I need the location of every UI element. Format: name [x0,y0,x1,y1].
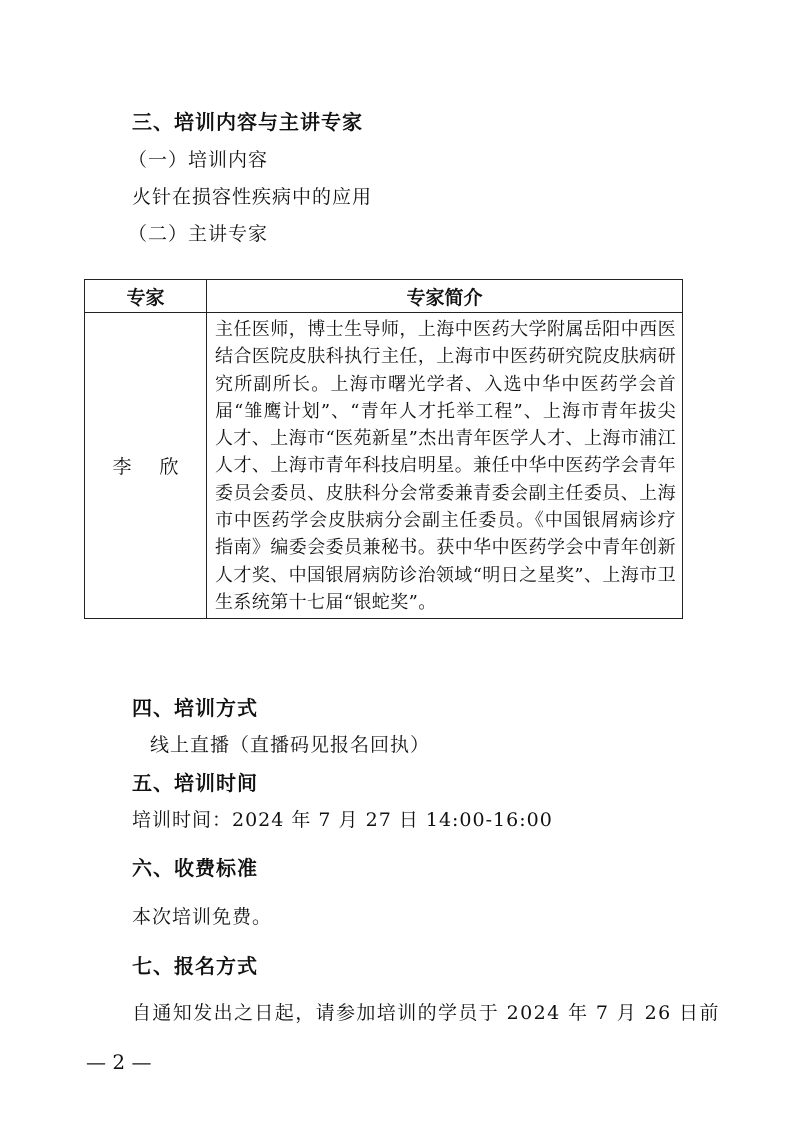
section-7-title: 七、报名方式 [132,954,258,978]
expert-table [84,279,683,619]
section-3-subheading-experts: （二）主讲专家 [128,223,269,245]
table-header-row [85,280,683,313]
section-3-subheading-content: （一）培训内容 [128,149,269,171]
registration-text: 自通知发出之日起，请参加培训的学员于 2024 年 7 月 26 日前 [132,1002,720,1024]
header-expert: 专家 [85,280,207,313]
section-6-title: 六、收费标准 [132,856,258,880]
expert-bio: 主任医师，博士生导师，上海中医药大学附属岳阳中西医结合医院皮肤科执行主任，上海市中医药研究院皮肤病研究所副所长。上海市曙光学者、入选中华中医药学会首届“雏鹰计划”、“青年人才托举工程”、上海市青年拔尖人才、上海市“医苑新星”杰出青年医学人才、上海市浦江人才、上海市青年科技启明星。兼任中华中医药学会青年委员会委员、皮肤科分会常委兼青委会副主任委员、上海市中医药学会皮肤病分会副主任委员。《中国银屑病诊疗指南》编委会委员兼秘书。获中华中医药学会中青年创新人才奖、中国银屑病防诊治领域“明日之星奖”、上海市卫生系统第十七届“银蛇奖”。 [207,313,683,619]
section-3-title: 三、培训内容与主讲专家 [132,110,363,134]
fee-text: 本次培训免费。 [132,906,273,928]
table-row [85,313,683,619]
section-4-title: 四、培训方式 [132,696,258,720]
training-content-text: 火针在损容性疾病中的应用 [132,186,373,208]
training-time-text: 培训时间：2024 年 7 月 27 日 14:00-16:00 [132,809,553,831]
training-method-text: 线上直播（直播码见报名回执） [150,734,431,756]
page-number: — 2 — [86,1050,152,1074]
header-bio: 专家简介 [207,280,683,313]
section-5-title: 五、培训时间 [132,771,258,795]
expert-name: 李 欣 [85,313,207,619]
